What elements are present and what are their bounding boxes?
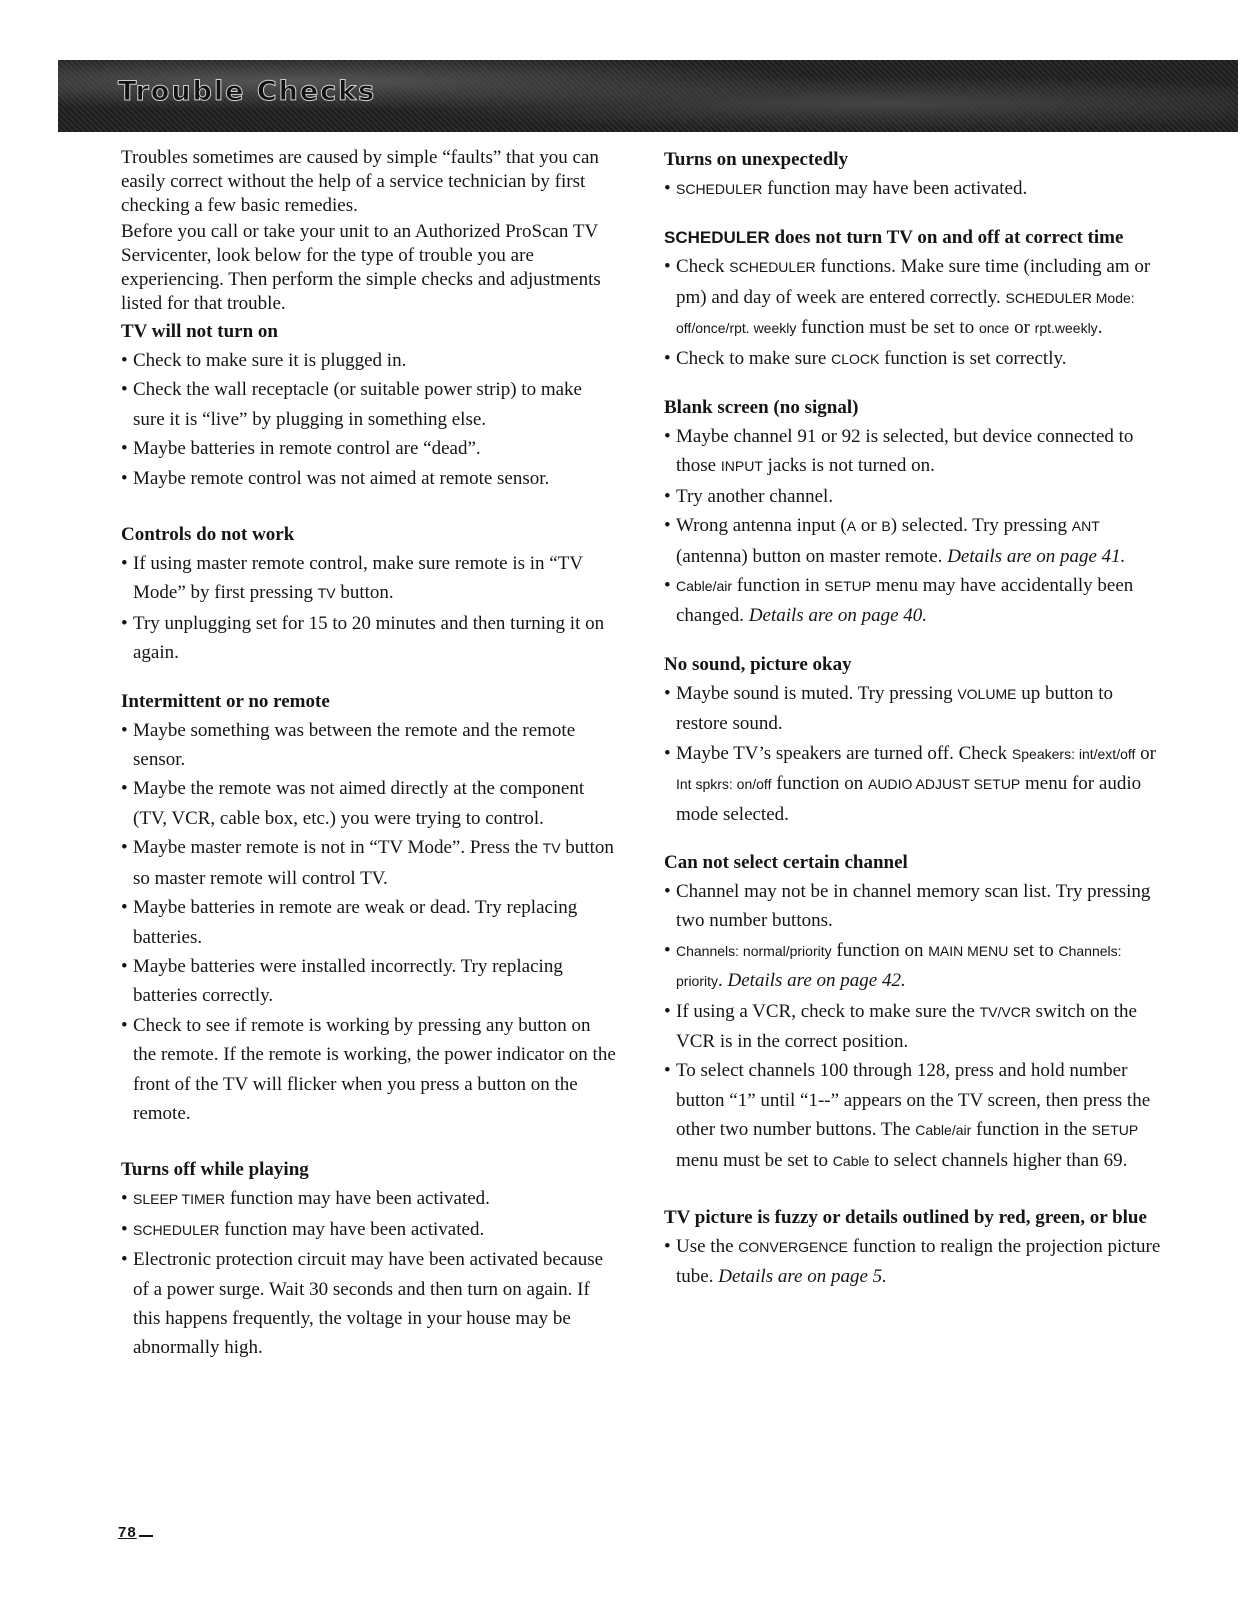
section-heading-blank-screen: Blank screen (no signal) bbox=[664, 397, 859, 419]
list-tv-will-not-turn-on bbox=[121, 346, 616, 493]
list-item: • Check the wall receptacle (or suitable power strip) to make sure it is “live” by plugging in something else. bbox=[121, 375, 616, 434]
list-item: • Maybe channel 91 or 92 is selected, but device connected to those INPUT jacks is not turned on. bbox=[664, 422, 1164, 482]
section-heading-remote: Intermittent or no remote bbox=[121, 690, 330, 712]
list-item: • Cable/air function in SETUP menu may have accidentally been changed. Details are on page 40. bbox=[664, 571, 1164, 631]
section-heading-fuzzy: TV picture is fuzzy or details outlined by red, green, or blue bbox=[664, 1206, 1147, 1228]
section-heading-no-sound: No sound, picture okay bbox=[664, 653, 852, 675]
list-item: • Use the CONVERGENCE function to realign the projection picture tube. Details are on page 5. bbox=[664, 1232, 1164, 1292]
list-item: • Check to see if remote is working by pressing any button on the remote. If the remote is working, the power indicator on the front of the TV will flicker when you press a button on the remote. bbox=[121, 1011, 616, 1129]
section-heading-channel: Can not select certain channel bbox=[664, 851, 908, 873]
section-heading-turns-on: Turns on unexpectedly bbox=[664, 149, 849, 170]
list-item: • Try another channel. bbox=[664, 482, 1164, 511]
page-title: Trouble Checks bbox=[118, 76, 377, 107]
list-item: • Wrong antenna input (A or B) selected. Try pressing ANT (antenna) button on master remote. Details are on page 41. bbox=[664, 511, 1164, 571]
list-item: • Check SCHEDULER functions. Make sure time (including am or pm) and day of week are entered correctly. SCHEDULER Mode: off/once/rpt. weekly function must be set to once or rpt.weekly. bbox=[664, 252, 1164, 343]
section-heading-turns-off: Turns off while playing bbox=[121, 1159, 309, 1181]
list-item: • To select channels 100 through 128, press and hold number button “1” until “1--” appears on the TV screen, then press the other two number buttons. The Cable/air function in the SETUP menu must be set to Cable to select channels higher than 69. bbox=[664, 1056, 1164, 1176]
list-item: • Check to make sure it is plugged in. bbox=[121, 346, 616, 375]
list-item: • Electronic protection circuit may have been activated because of a power surge. Wait 30 seconds and then turn on again. If this happens frequently, the voltage in your house may be abnormally high. bbox=[121, 1245, 616, 1363]
list-item: • Maybe TV’s speakers are turned off. Check Speakers: int/ext/off or Int spkrs: on/off function on AUDIO ADJUST SETUP menu for audio mode selected. bbox=[664, 739, 1164, 829]
list-channel bbox=[664, 877, 1164, 1176]
left-column bbox=[121, 146, 616, 1363]
list-item: • Check to make sure CLOCK function is set correctly. bbox=[664, 344, 1164, 374]
list-remote bbox=[121, 716, 616, 1129]
page-number: 78 bbox=[118, 1524, 153, 1541]
list-item: • Maybe something was between the remote and the remote sensor. bbox=[121, 716, 616, 775]
list-controls bbox=[121, 549, 616, 668]
list-fuzzy bbox=[664, 1232, 1164, 1292]
list-scheduler bbox=[664, 252, 1164, 374]
section-heading-tv-will-not-turn-on: TV will not turn on bbox=[121, 321, 278, 342]
right-column bbox=[664, 146, 1164, 1292]
list-item: • Try unplugging set for 15 to 20 minutes and then turning it on again. bbox=[121, 609, 616, 668]
list-item: • Channels: normal/priority function on MAIN MENU set to Channels: priority. Details are on page 42. bbox=[664, 936, 1164, 997]
list-item: • If using a VCR, check to make sure the TV/VCR switch on the VCR is in the correct position. bbox=[664, 997, 1164, 1057]
list-no-sound bbox=[664, 679, 1164, 829]
list-blank-screen bbox=[664, 422, 1164, 631]
section-heading-controls: Controls do not work bbox=[121, 524, 295, 546]
list-item: • SCHEDULER function may have been activated. bbox=[121, 1215, 616, 1245]
list-turns-off bbox=[121, 1184, 616, 1362]
list-item: • Maybe batteries in remote control are “dead”. bbox=[121, 434, 616, 463]
list-item: • SCHEDULER function may have been activated. bbox=[664, 174, 1164, 204]
title-banner bbox=[58, 60, 1238, 132]
list-item: • Maybe the remote was not aimed directly at the component (TV, VCR, cable box, etc.) you were trying to control. bbox=[121, 774, 616, 833]
list-item: • Maybe sound is muted. Try pressing VOLUME up button to restore sound. bbox=[664, 679, 1164, 739]
list-item: • Maybe remote control was not aimed at remote sensor. bbox=[121, 464, 616, 493]
section-heading-scheduler: SCHEDULER does not turn TV on and off at correct time bbox=[664, 227, 1124, 249]
list-item: • Maybe master remote is not in “TV Mode”. Press the TV button so master remote will control TV. bbox=[121, 833, 616, 893]
list-item: • Channel may not be in channel memory scan list. Try pressing two number buttons. bbox=[664, 877, 1164, 936]
list-item: • SLEEP TIMER function may have been activated. bbox=[121, 1184, 616, 1214]
intro-paragraph: Before you call or take your unit to an Authorized ProScan TV Servicenter, look below for the type of trouble you are experiencing. Then perform the simple checks and adjustments listed for that trouble. bbox=[121, 221, 601, 314]
list-turns-on bbox=[664, 174, 1164, 204]
intro-paragraph: Troubles sometimes are caused by simple “faults” that you can easily correct without the help of a service technician by first checking a few basic remedies. bbox=[121, 147, 599, 216]
list-item: • Maybe batteries in remote are weak or dead. Try replacing batteries. bbox=[121, 893, 616, 952]
list-item: • Maybe batteries were installed incorrectly. Try replacing batteries correctly. bbox=[121, 952, 616, 1011]
list-item: • If using master remote control, make sure remote is in “TV Mode” by first pressing TV button. bbox=[121, 549, 616, 609]
